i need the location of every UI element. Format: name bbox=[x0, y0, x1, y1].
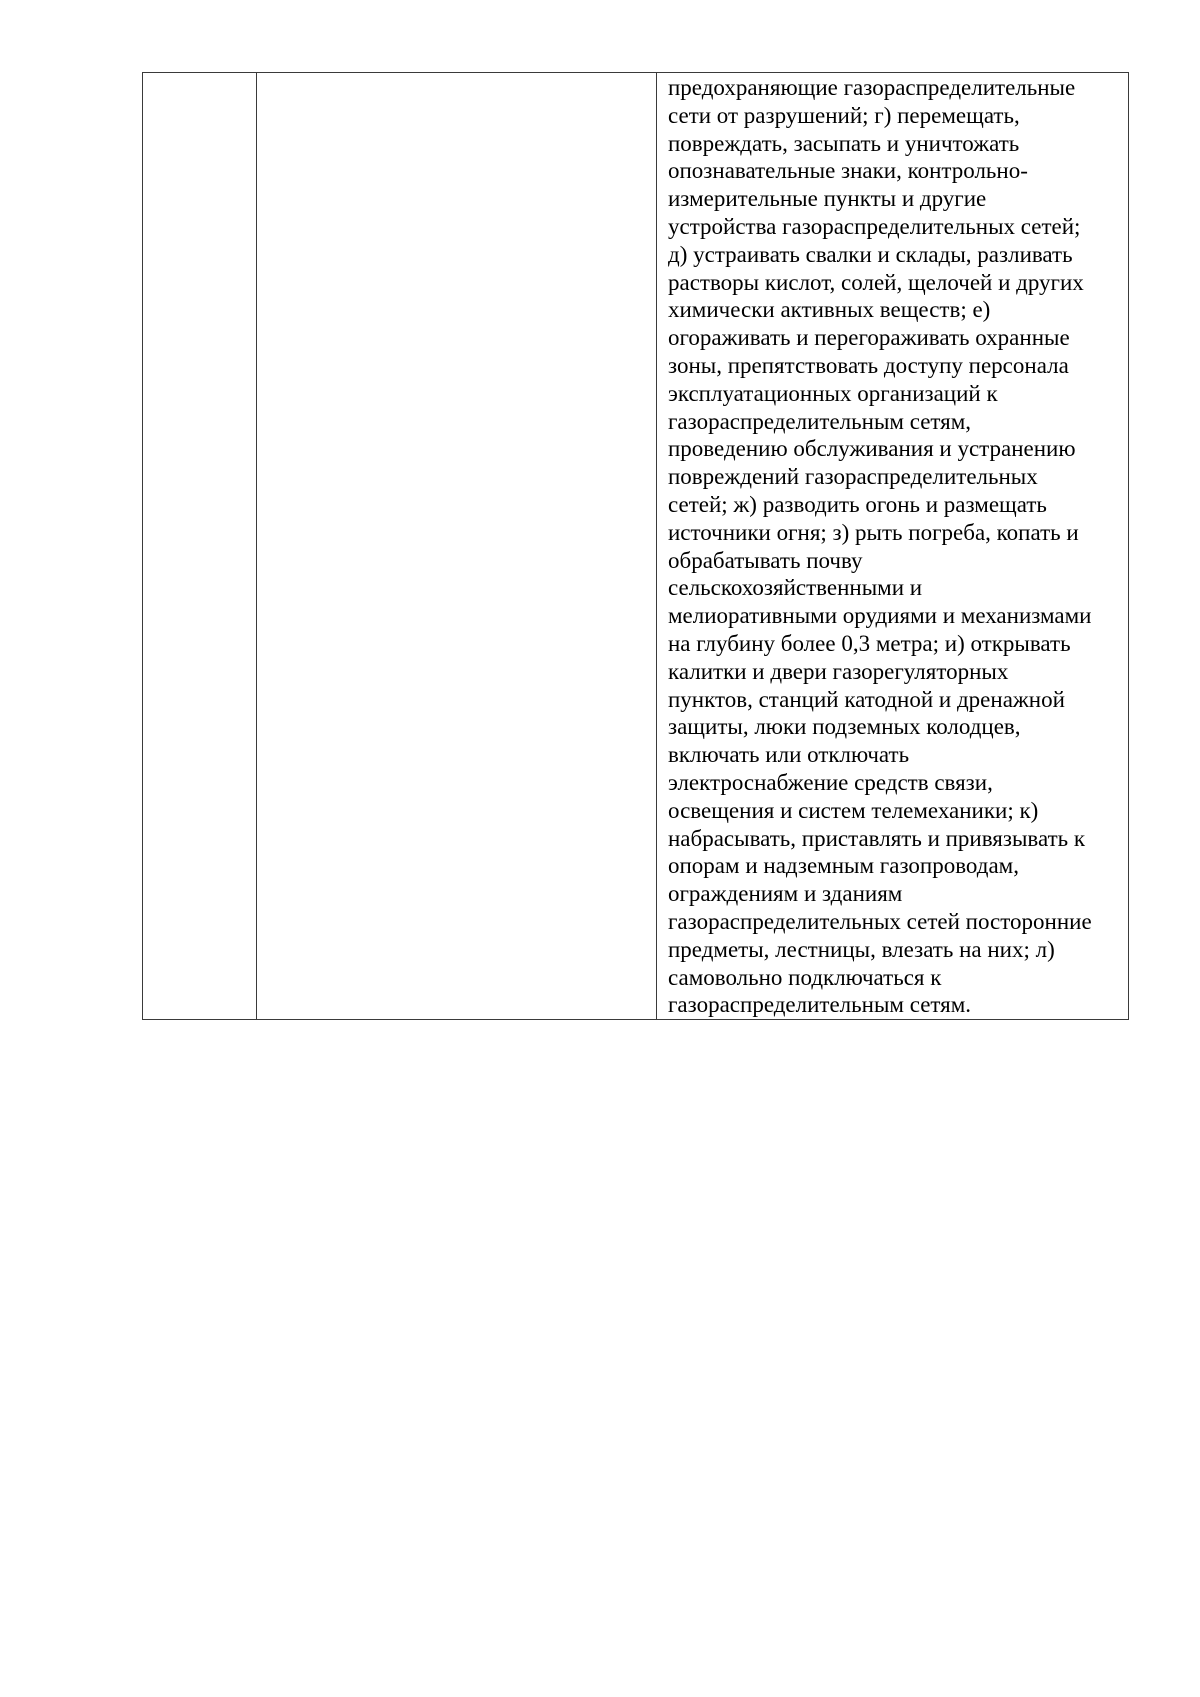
text-line: опорам и надземным газопроводам, bbox=[668, 853, 1019, 879]
text-line: зоны, препятствовать доступу персонала bbox=[668, 352, 1069, 378]
text-line: защиты, люки подземных колодцев, bbox=[668, 714, 1021, 740]
text-line: проведению обслуживания и устранению bbox=[668, 436, 1076, 462]
text-line: газораспределительных сетей посторонние bbox=[668, 908, 1092, 934]
text-line: растворы кислот, солей, щелочей и других bbox=[668, 269, 1084, 295]
text-line: опознавательные знаки, контрольно- bbox=[668, 158, 1028, 184]
cell-subject-text bbox=[257, 73, 656, 74]
text-line: освещения и систем телемеханики; к) bbox=[668, 797, 1039, 823]
text-line: газораспределительным сетям. bbox=[668, 992, 972, 1018]
text-line: эксплуатационных организаций к bbox=[668, 380, 998, 406]
text-line: пунктов, станций катодной и дренажной bbox=[668, 686, 1065, 712]
text-line: калитки и двери газорегуляторных bbox=[668, 658, 1009, 684]
text-line: обрабатывать почву bbox=[668, 547, 863, 573]
text-line: д) устраивать свалки и склады, разливать bbox=[668, 241, 1073, 267]
text-line: самовольно подключаться к bbox=[668, 964, 942, 990]
text-line: сетей; ж) разводить огонь и размещать bbox=[668, 491, 1047, 517]
text-line: мелиоративными орудиями и механизмами bbox=[668, 603, 1092, 629]
text-line: набрасывать, приставлять и привязывать к bbox=[668, 825, 1086, 851]
text-line: сети от разрушений; г) перемещать, bbox=[668, 102, 1020, 128]
text-line: источники огня; з) рыть погреба, копать и bbox=[668, 519, 1079, 545]
text-line: химически активных веществ; е) bbox=[668, 297, 991, 323]
table-row bbox=[143, 73, 1129, 1020]
cell-number-text bbox=[143, 73, 256, 74]
text-line: сельскохозяйственными и bbox=[668, 575, 923, 601]
text-line: повреждать, засыпать и уничтожать bbox=[668, 130, 1020, 156]
document-table bbox=[142, 72, 1129, 1020]
table-cell-restrictions bbox=[657, 73, 1129, 1020]
text-line: на глубину более 0,3 метра; и) открывать bbox=[668, 630, 1071, 656]
table-cell-subject bbox=[257, 73, 657, 1020]
text-line: ограждениям и зданиям bbox=[668, 881, 903, 907]
text-line: электроснабжение средств связи, bbox=[668, 769, 993, 795]
text-line: измерительные пункты и другие bbox=[668, 186, 987, 212]
text-line: повреждений газораспределительных bbox=[668, 464, 1038, 490]
text-line: огораживать и перегораживать охранные bbox=[668, 325, 1070, 351]
text-line: предметы, лестницы, влезать на них; л) bbox=[668, 936, 1055, 962]
text-line: устройства газораспределительных сетей; bbox=[668, 213, 1081, 239]
text-line: включать или отключать bbox=[668, 742, 910, 768]
text-line: газораспределительным сетям, bbox=[668, 408, 972, 434]
text-line: предохраняющие газораспределительные bbox=[668, 75, 1076, 100]
table-cell-number bbox=[143, 73, 257, 1020]
cell-restrictions-text bbox=[657, 73, 1128, 1019]
